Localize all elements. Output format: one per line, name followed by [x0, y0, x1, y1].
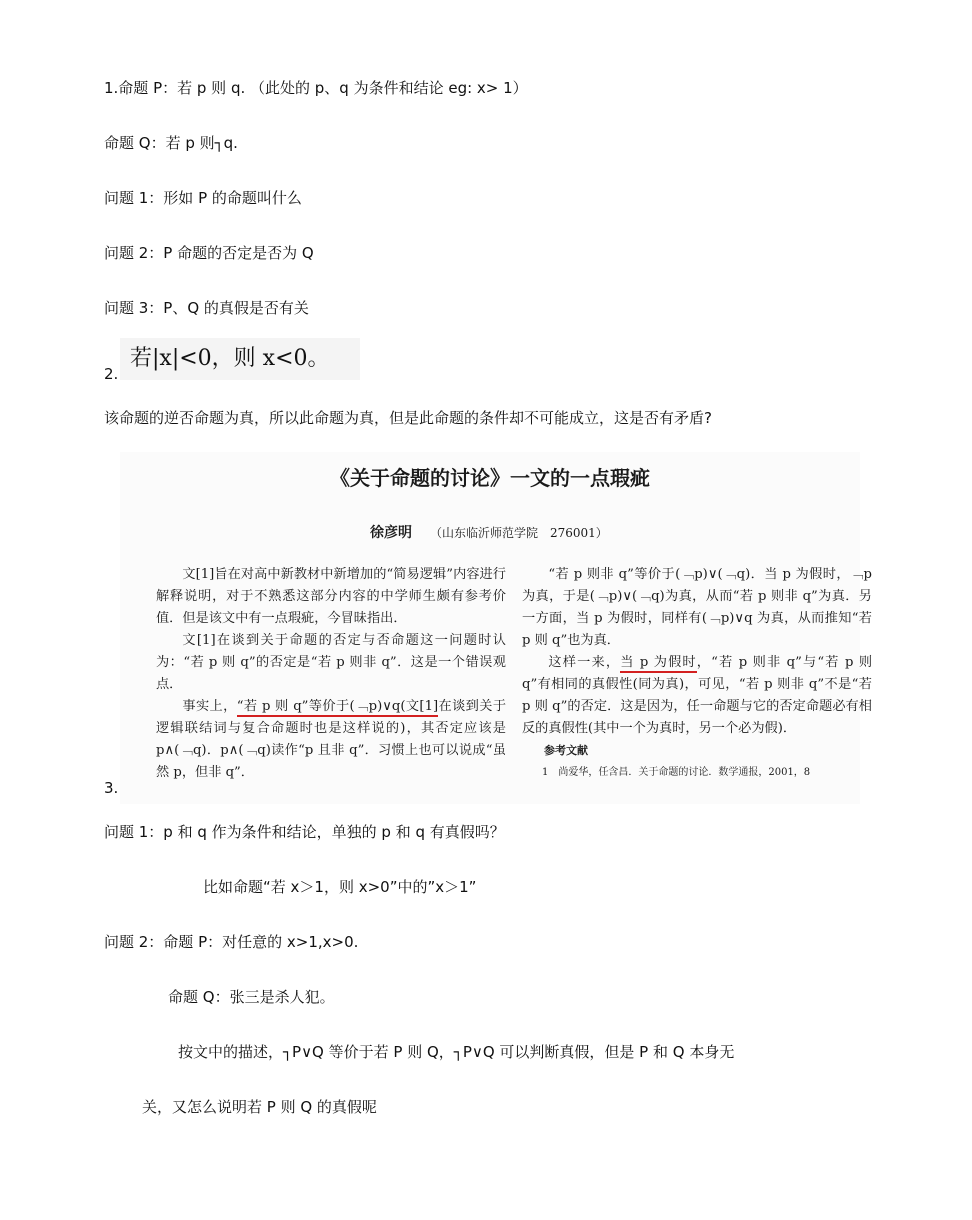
article-title: 《关于命题的讨论》一文的一点瑕疵 [330, 466, 650, 490]
item-number-3: 3. [104, 779, 119, 797]
item-number-2: 2. [104, 365, 119, 383]
author-name: 徐彦明 [370, 525, 412, 541]
references-title: 参考文献 [544, 744, 588, 757]
left-p3-pre: 事实上， [182, 699, 237, 714]
proposition-q-line: 命题 Q：张三是杀人犯。 [168, 988, 335, 1006]
line-2: 命题 Q：若 p 则┐q. [104, 134, 238, 152]
right-paragraph-2 [522, 652, 872, 740]
line-7: 该命题的逆否命题为真，所以此命题为真，但是此命题的条件却不可能成立，这是否有矛盾? [104, 409, 712, 427]
question-2: 问题 2：P 命题的否定是否为 Q [104, 244, 314, 262]
example-line: 比如命题“若 x＞1，则 x>0”中的”x＞1” [203, 878, 477, 896]
reference-item: 1 尚爱华，任含昌．关于命题的讨论．数学通报，2001，8 [542, 767, 811, 778]
question-1-part3: 问题 1：p 和 q 作为条件和结论，单独的 p 和 q 有真假吗？ [104, 823, 505, 841]
line-13: 按文中的描述，┐P∨Q 等价于若 P 则 Q，┐P∨Q 可以判断真假，但是 P 和 Q 本身无 [178, 1043, 735, 1061]
article-right-column [522, 564, 872, 784]
left-paragraph-1: 文[1]旨在对高中新教材中新增加的“简易逻辑”内容进行解释说明，对于不熟悉这部分内容的中学师生颇有参考价值．但是该文中有一点瑕疵，今冒昧指出． [156, 567, 506, 626]
article-excerpt-image [120, 452, 873, 804]
red-underlined-text: “若 p 则 q”等价于(﹁p)∨q(文[1] [237, 699, 438, 717]
right-p2-pre: 这样一来， [548, 655, 621, 670]
article-author [370, 522, 608, 542]
author-affiliation: （山东临沂师范学院 276001） [430, 526, 608, 540]
article-left-column [156, 564, 506, 784]
formula-image: 若|x|<0，则 x<0。 [120, 338, 360, 380]
question-2-part3: 问题 2：命题 P：对任意的 x>1,x>0. [104, 933, 359, 951]
left-paragraph-2: 文[1]在谈到关于命题的否定与否命题这一问题时认为：“若 p 则 q”的否定是“若 p 则非 q”．这是一个错误观点． [156, 633, 506, 692]
line-1: 1.命题 P：若 p 则 q. （此处的 p、q 为条件和结论 eg: x> 1） [104, 79, 528, 97]
right-p2-post: ，“若 p 则非 q”与“若 p 则 q”有相同的真假性(同为真)，可见，“若 p 则非 q”不是“若 p 则 q”的否定．这是因为，任一命题与它的否定命题必有相反的真假性(其中一个为真时，另一个必为假)． [522, 655, 873, 736]
left-p3-post: 在谈到关于逻辑联结词与复合命题时也是这样说的)，其否定应该是 p∧(﹁q)．p∧(﹁q)读作“p 且非 q”．习惯上也可以说成“虽然 p，但非 q”． [156, 699, 507, 780]
left-paragraph-3 [156, 696, 506, 784]
question-3: 问题 3：P、Q 的真假是否有关 [104, 299, 309, 317]
red-underlined-text: 当 p 为假时 [620, 655, 697, 673]
question-1: 问题 1：形如 P 的命题叫什么 [104, 189, 302, 207]
right-paragraph-1: “若 p 则非 q”等价于(﹁p)∨(﹁q)．当 p 为假时，﹁p 为真，于是(﹁p)∨(﹁q)为真，从而“若 p 则非 q”为真．另一方面，当 p 为假时，同样有(﹁p)∨q 为真，从而推知“若 p 则 q”也为真． [522, 567, 872, 648]
line-14: 关，又怎么说明若 P 则 Q 的真假呢 [142, 1098, 377, 1116]
